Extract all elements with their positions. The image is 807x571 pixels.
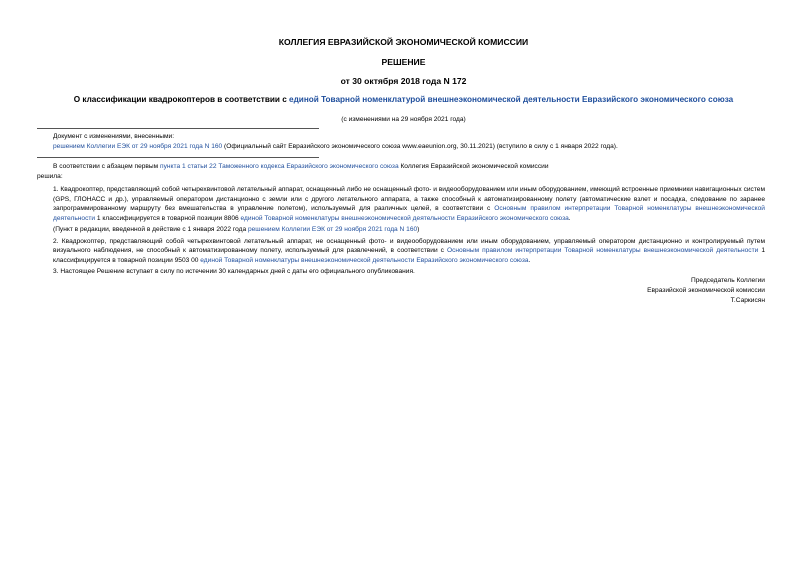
p1-text-3: . bbox=[568, 214, 571, 222]
p2-tn-ved-link[interactable]: единой Товарной номенклатуры внешнеэкономической деятельности Евразийского экономического союза bbox=[200, 256, 529, 264]
signature-position: Председатель Коллегии bbox=[691, 277, 765, 284]
title-link-tn-ved[interactable]: единой Товарной номенклатурой внешнеэкономической деятельности Евразийского экономического союза bbox=[289, 95, 734, 104]
preamble-suffix: Коллегия Евразийской экономической комиссии bbox=[398, 163, 549, 170]
note-suffix: ) bbox=[417, 226, 420, 233]
changes-block bbox=[37, 132, 765, 151]
document-type-heading: РЕШЕНИЕ bbox=[381, 57, 426, 67]
document-title bbox=[0, 95, 807, 104]
p1-interpretation-rule-link[interactable]: Основным правилом интерпретации Товарной номенклатуры внешнеэкономической деятельности bbox=[53, 205, 765, 222]
note-decision-link[interactable]: решением Коллегии ЕЭК от 29 ноября 2021 года N 160 bbox=[247, 226, 418, 233]
paragraph-2 bbox=[37, 237, 765, 266]
note-prefix: (Пункт в редакции, введенной в действие с 1 января 2022 года bbox=[53, 226, 248, 233]
p2-text-1: 2. Квадрокоптер, представляющий собой четырехвинтовой летательный аппарат, не оснащенный фото- и видеооборудованием или иным оборудованием, управляемый оператором дистанционно и контролируемый путем визуального наблюдения, не способный к автоматизированному полету, используемый для развлечений, в соответствии с bbox=[53, 237, 765, 254]
changes-decision-link[interactable]: решением Коллегии ЕЭК от 29 ноября 2021 года N 160 bbox=[53, 142, 223, 150]
customs-code-link[interactable]: пункта 1 статьи 22 Таможенного кодекса Евразийского экономического союза bbox=[160, 163, 399, 170]
title-text: О классификации квадрокоптеров в соответствии с bbox=[73, 95, 290, 104]
preamble-prefix: В соответствии с абзацем первым bbox=[53, 163, 161, 170]
paragraph-3: 3. Настоящее Решение вступает в силу по истечении 30 календарных дней с даты его официального опубликования. bbox=[53, 268, 415, 275]
p2-text-2: 1 классифицируется в товарной позиции 9503 00 bbox=[53, 247, 765, 264]
signature-name: Т.Саркисян bbox=[730, 297, 765, 304]
decided-label: решила: bbox=[37, 172, 63, 180]
divider-bottom bbox=[37, 157, 319, 158]
p1-text-1: 1. Квадрокоптер, представляющий собой четырехвинтовой летательный аппарат, оснащенный либо не оснащенный фото- и видеооборудованием или иным оборудованием, имеющий встроенные приемники навигационных систем (GPS, ГЛОНАСС и др.), управляемый оператором дистанционно с земли или с другого летательного аппарата, а также способный к автоматизированному полету (автоматические взлет и посадка, следование по заранее запрограммированному маршруту без вмешательства в управление полетом), используемый для различных целей, в соответствии с bbox=[53, 186, 765, 212]
signature-block bbox=[565, 276, 765, 306]
p1-tn-ved-link[interactable]: единой Товарной номенклатуры внешнеэкономической деятельности Евразийского экономического союза bbox=[240, 214, 569, 222]
paragraph-1 bbox=[37, 185, 765, 223]
divider-top bbox=[37, 128, 319, 129]
amendment-note: (с изменениями на 29 ноября 2021 года) bbox=[341, 116, 466, 123]
signature-organization: Евразийской экономической комиссии bbox=[647, 287, 765, 294]
preamble bbox=[37, 162, 765, 172]
changes-line bbox=[37, 142, 765, 152]
changes-intro: Документ с изменениями, внесенными: bbox=[53, 133, 175, 140]
changes-details: (Официальный сайт Евразийского экономического союза www.eaeunion.org, 30.11.2021) (вступило в силу с 1 января 2022 года). bbox=[222, 142, 618, 150]
date-number-heading: от 30 октября 2018 года N 172 bbox=[340, 76, 467, 86]
p1-text-2: 1 классифицируется в товарной позиции 8806 bbox=[95, 214, 241, 222]
p2-text-3: . bbox=[528, 256, 531, 264]
paragraph-1-note bbox=[37, 225, 765, 235]
p2-interpretation-rule-link[interactable]: Основным правилом интерпретации Товарной номенклатуры внешнеэкономической деятельности bbox=[446, 247, 759, 254]
decision-body bbox=[37, 162, 765, 277]
organization-heading: КОЛЛЕГИЯ ЕВРАЗИЙСКОЙ ЭКОНОМИЧЕСКОЙ КОМИССИИ bbox=[278, 37, 529, 47]
